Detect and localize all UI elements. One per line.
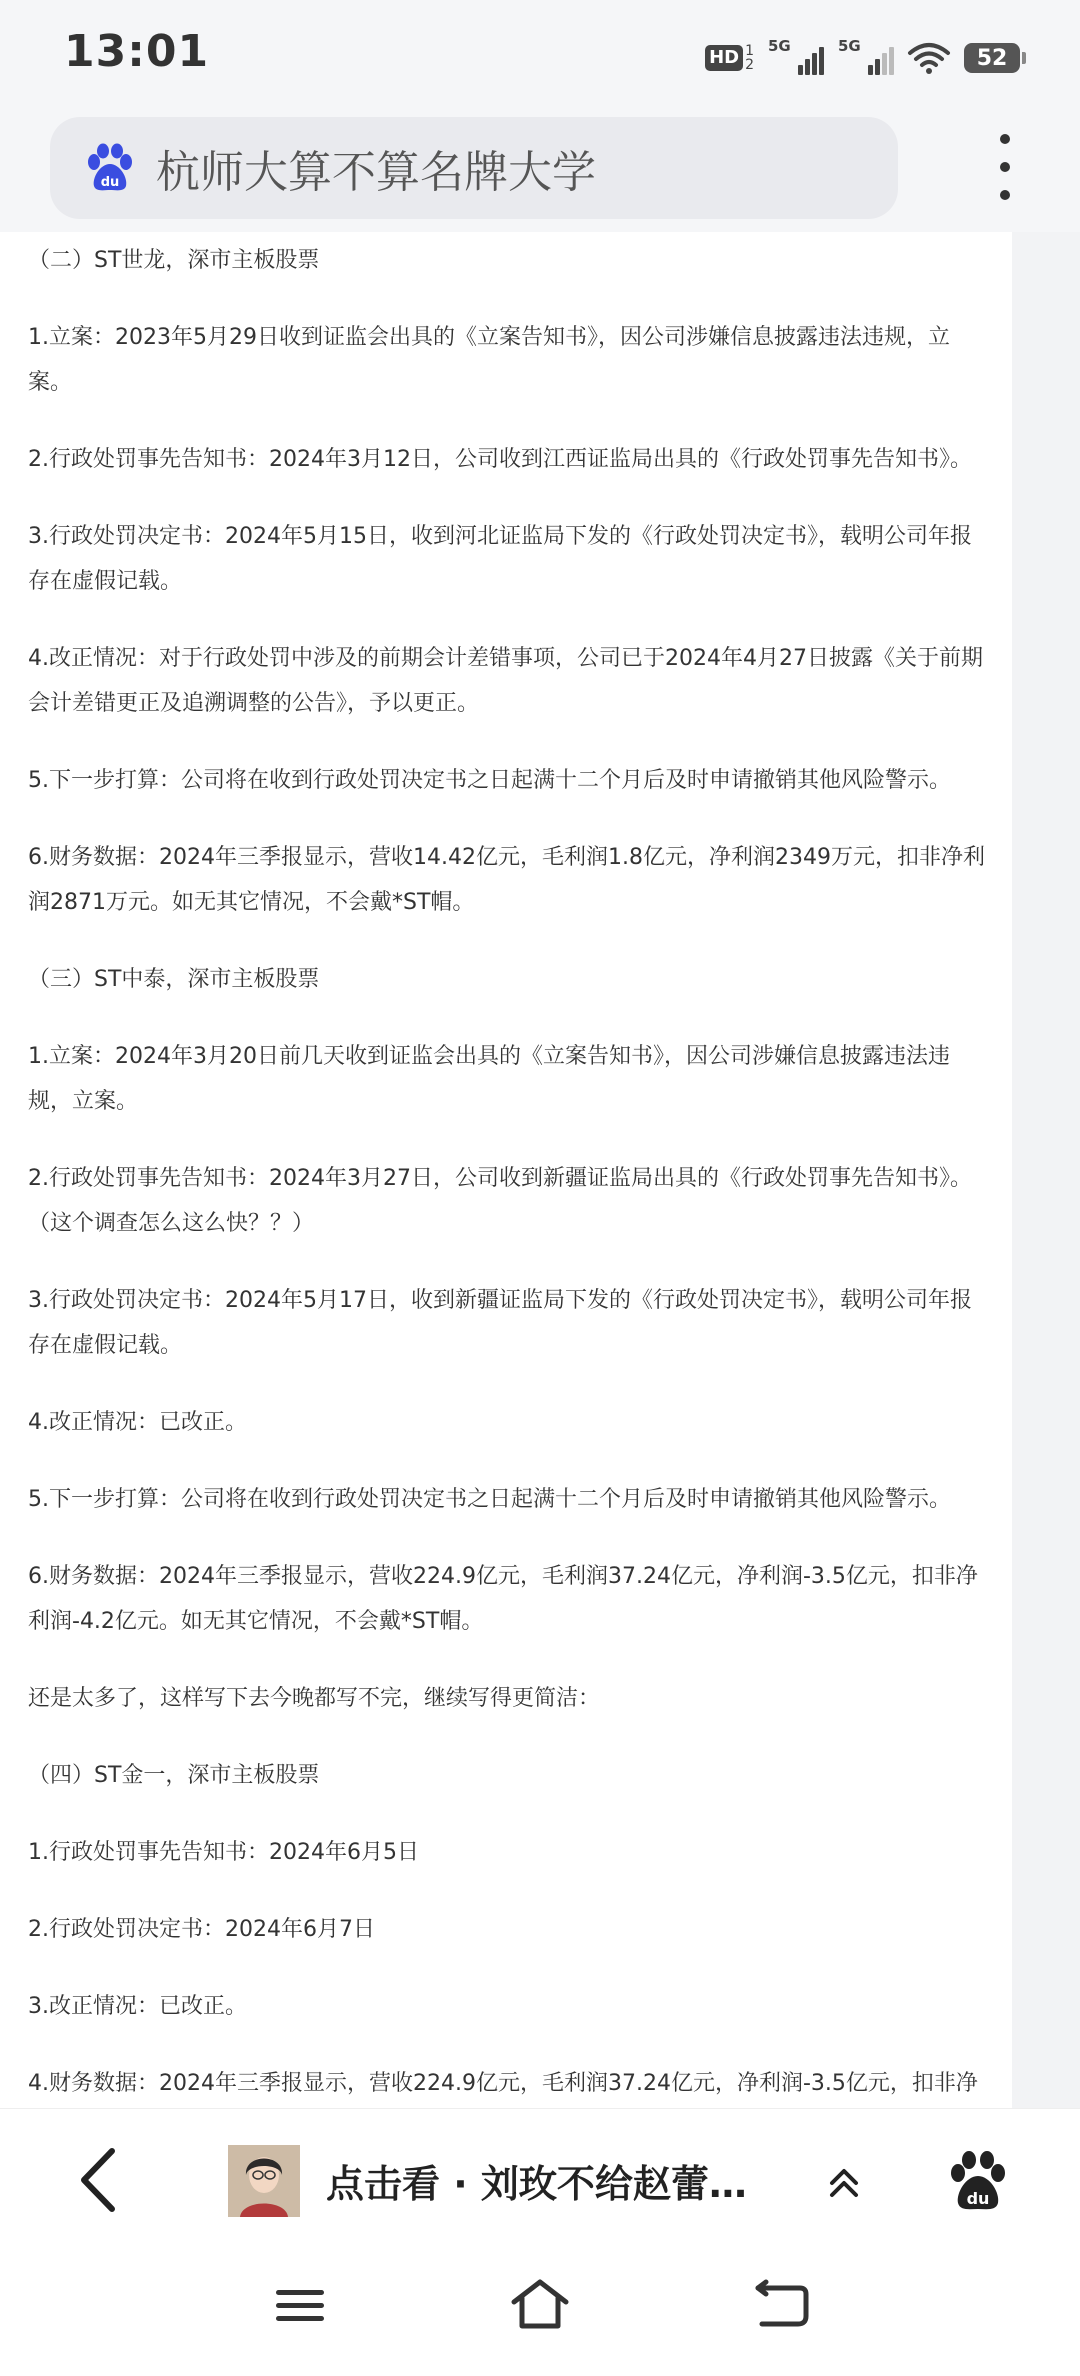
search-box[interactable] — [50, 117, 898, 219]
bottom-bar — [0, 2108, 1080, 2249]
signal-1-icon — [768, 37, 824, 75]
article-paragraph: 4.财务数据：2024年三季报显示，营收224.9亿元，毛利润37.24亿元，净利润-3.5亿元，扣非净 — [28, 2071, 978, 2096]
back-arrow-icon[interactable] — [70, 2145, 130, 2215]
article-paragraph: （四）ST金一，深市主板股票 — [28, 1763, 320, 1788]
feed-thumbnail[interactable] — [228, 2145, 300, 2217]
article-paragraph: 2.行政处罚事先告知书：2024年3月12日，公司收到江西证监局出具的《行政处罚事先告知书》。 — [28, 447, 972, 472]
battery-icon — [964, 43, 1020, 73]
hd-voice-icon — [705, 44, 754, 72]
hd-sub-bottom: 2 — [745, 57, 754, 73]
article-paragraph: 还是太多了，这样写下去今晚都写不完，继续写得更简洁： — [28, 1686, 601, 1711]
hd-sub — [745, 44, 754, 72]
feed-headline[interactable]: 点击看 · 刘玫不给赵蕾… — [326, 2162, 747, 2206]
article-paragraph: 6.财务数据：2024年三季报显示，营收14.42亿元，毛利润1.8亿元，净利润2349万元，扣非净利润2871万元。如无其它情况，不会戴*ST帽。 — [28, 845, 985, 915]
svg-text:du: du — [966, 2189, 990, 2208]
article-paragraph: 3.行政处罚决定书：2024年5月15日，收到河北证监局下发的《行政处罚决定书》，载明公司年报存在虚假记载。 — [28, 524, 972, 594]
person-thumbnail-icon — [228, 2145, 300, 2217]
back-icon[interactable] — [752, 2280, 810, 2330]
svg-text:du: du — [100, 175, 120, 190]
status-time: 13:01 — [64, 26, 210, 77]
article-paragraph: （二）ST世龙，深市主板股票 — [28, 248, 320, 273]
article-paragraph: 3.改正情况：已改正。 — [28, 1994, 247, 2019]
menu-icon[interactable] — [274, 2284, 326, 2328]
chevron-up-double-icon[interactable] — [822, 2161, 866, 2205]
hd-label: HD — [705, 45, 743, 71]
signal-1-label: 5G — [768, 37, 791, 55]
article-paragraph: （三）ST中泰，深市主板股票 — [28, 967, 320, 992]
home-icon[interactable] — [508, 2276, 572, 2332]
wifi-icon — [908, 41, 950, 75]
hd-sub-top: 1 — [745, 43, 754, 59]
article-content — [0, 232, 1012, 2108]
article-paragraph: 1.立案：2023年5月29日收到证监会出具的《立案告知书》，因公司涉嫌信息披露违法违规，立案。 — [28, 325, 950, 395]
battery-level: 52 — [976, 45, 1008, 71]
search-header — [0, 112, 1080, 233]
baidu-home-icon[interactable] — [946, 2149, 1010, 2213]
article-paragraph: 4.改正情况：对于行政处罚中涉及的前期会计差错事项，公司已于2024年4月27日披露《关于前期会计差错更正及追溯调整的公告》，予以更正。 — [28, 646, 983, 716]
system-nav-bar — [0, 2248, 1080, 2376]
article-paragraph: 4.改正情况：已改正。 — [28, 1410, 247, 1435]
signal-2-icon — [838, 37, 894, 75]
search-query[interactable]: 杭师大算不算名牌大学 — [156, 147, 596, 198]
article-paragraph: 3.行政处罚决定书：2024年5月17日，收到新疆证监局下发的《行政处罚决定书》，载明公司年报存在虚假记载。 — [28, 1288, 972, 1358]
right-gutter — [1012, 232, 1080, 2108]
more-vertical-icon[interactable] — [990, 134, 1020, 200]
article-paragraph: 6.财务数据：2024年三季报显示，营收224.9亿元，毛利润37.24亿元，净利润-3.5亿元，扣非净利润-4.2亿元。如无其它情况，不会戴*ST帽。 — [28, 1564, 978, 1634]
article-paragraph: 1.行政处罚事先告知书：2024年6月5日 — [28, 1840, 419, 1865]
article-paragraph: 2.行政处罚决定书：2024年6月7日 — [28, 1917, 375, 1942]
status-icons — [705, 38, 1020, 78]
baidu-paw-icon — [84, 142, 136, 194]
signal-2-label: 5G — [838, 37, 861, 55]
article-body — [0, 232, 1012, 2183]
article-paragraph: 5.下一步打算：公司将在收到行政处罚决定书之日起满十二个月后及时申请撤销其他风险警示。 — [28, 1487, 951, 1512]
article-paragraph: 5.下一步打算：公司将在收到行政处罚决定书之日起满十二个月后及时申请撤销其他风险警示。 — [28, 768, 951, 793]
article-paragraph: 2.行政处罚事先告知书：2024年3月27日，公司收到新疆证监局出具的《行政处罚事先告知书》。（这个调查怎么这么快？？） — [28, 1166, 972, 1236]
article-paragraph: 1.立案：2024年3月20日前几天收到证监会出具的《立案告知书》，因公司涉嫌信息披露违法违规，立案。 — [28, 1044, 950, 1114]
status-bar — [0, 0, 1080, 112]
